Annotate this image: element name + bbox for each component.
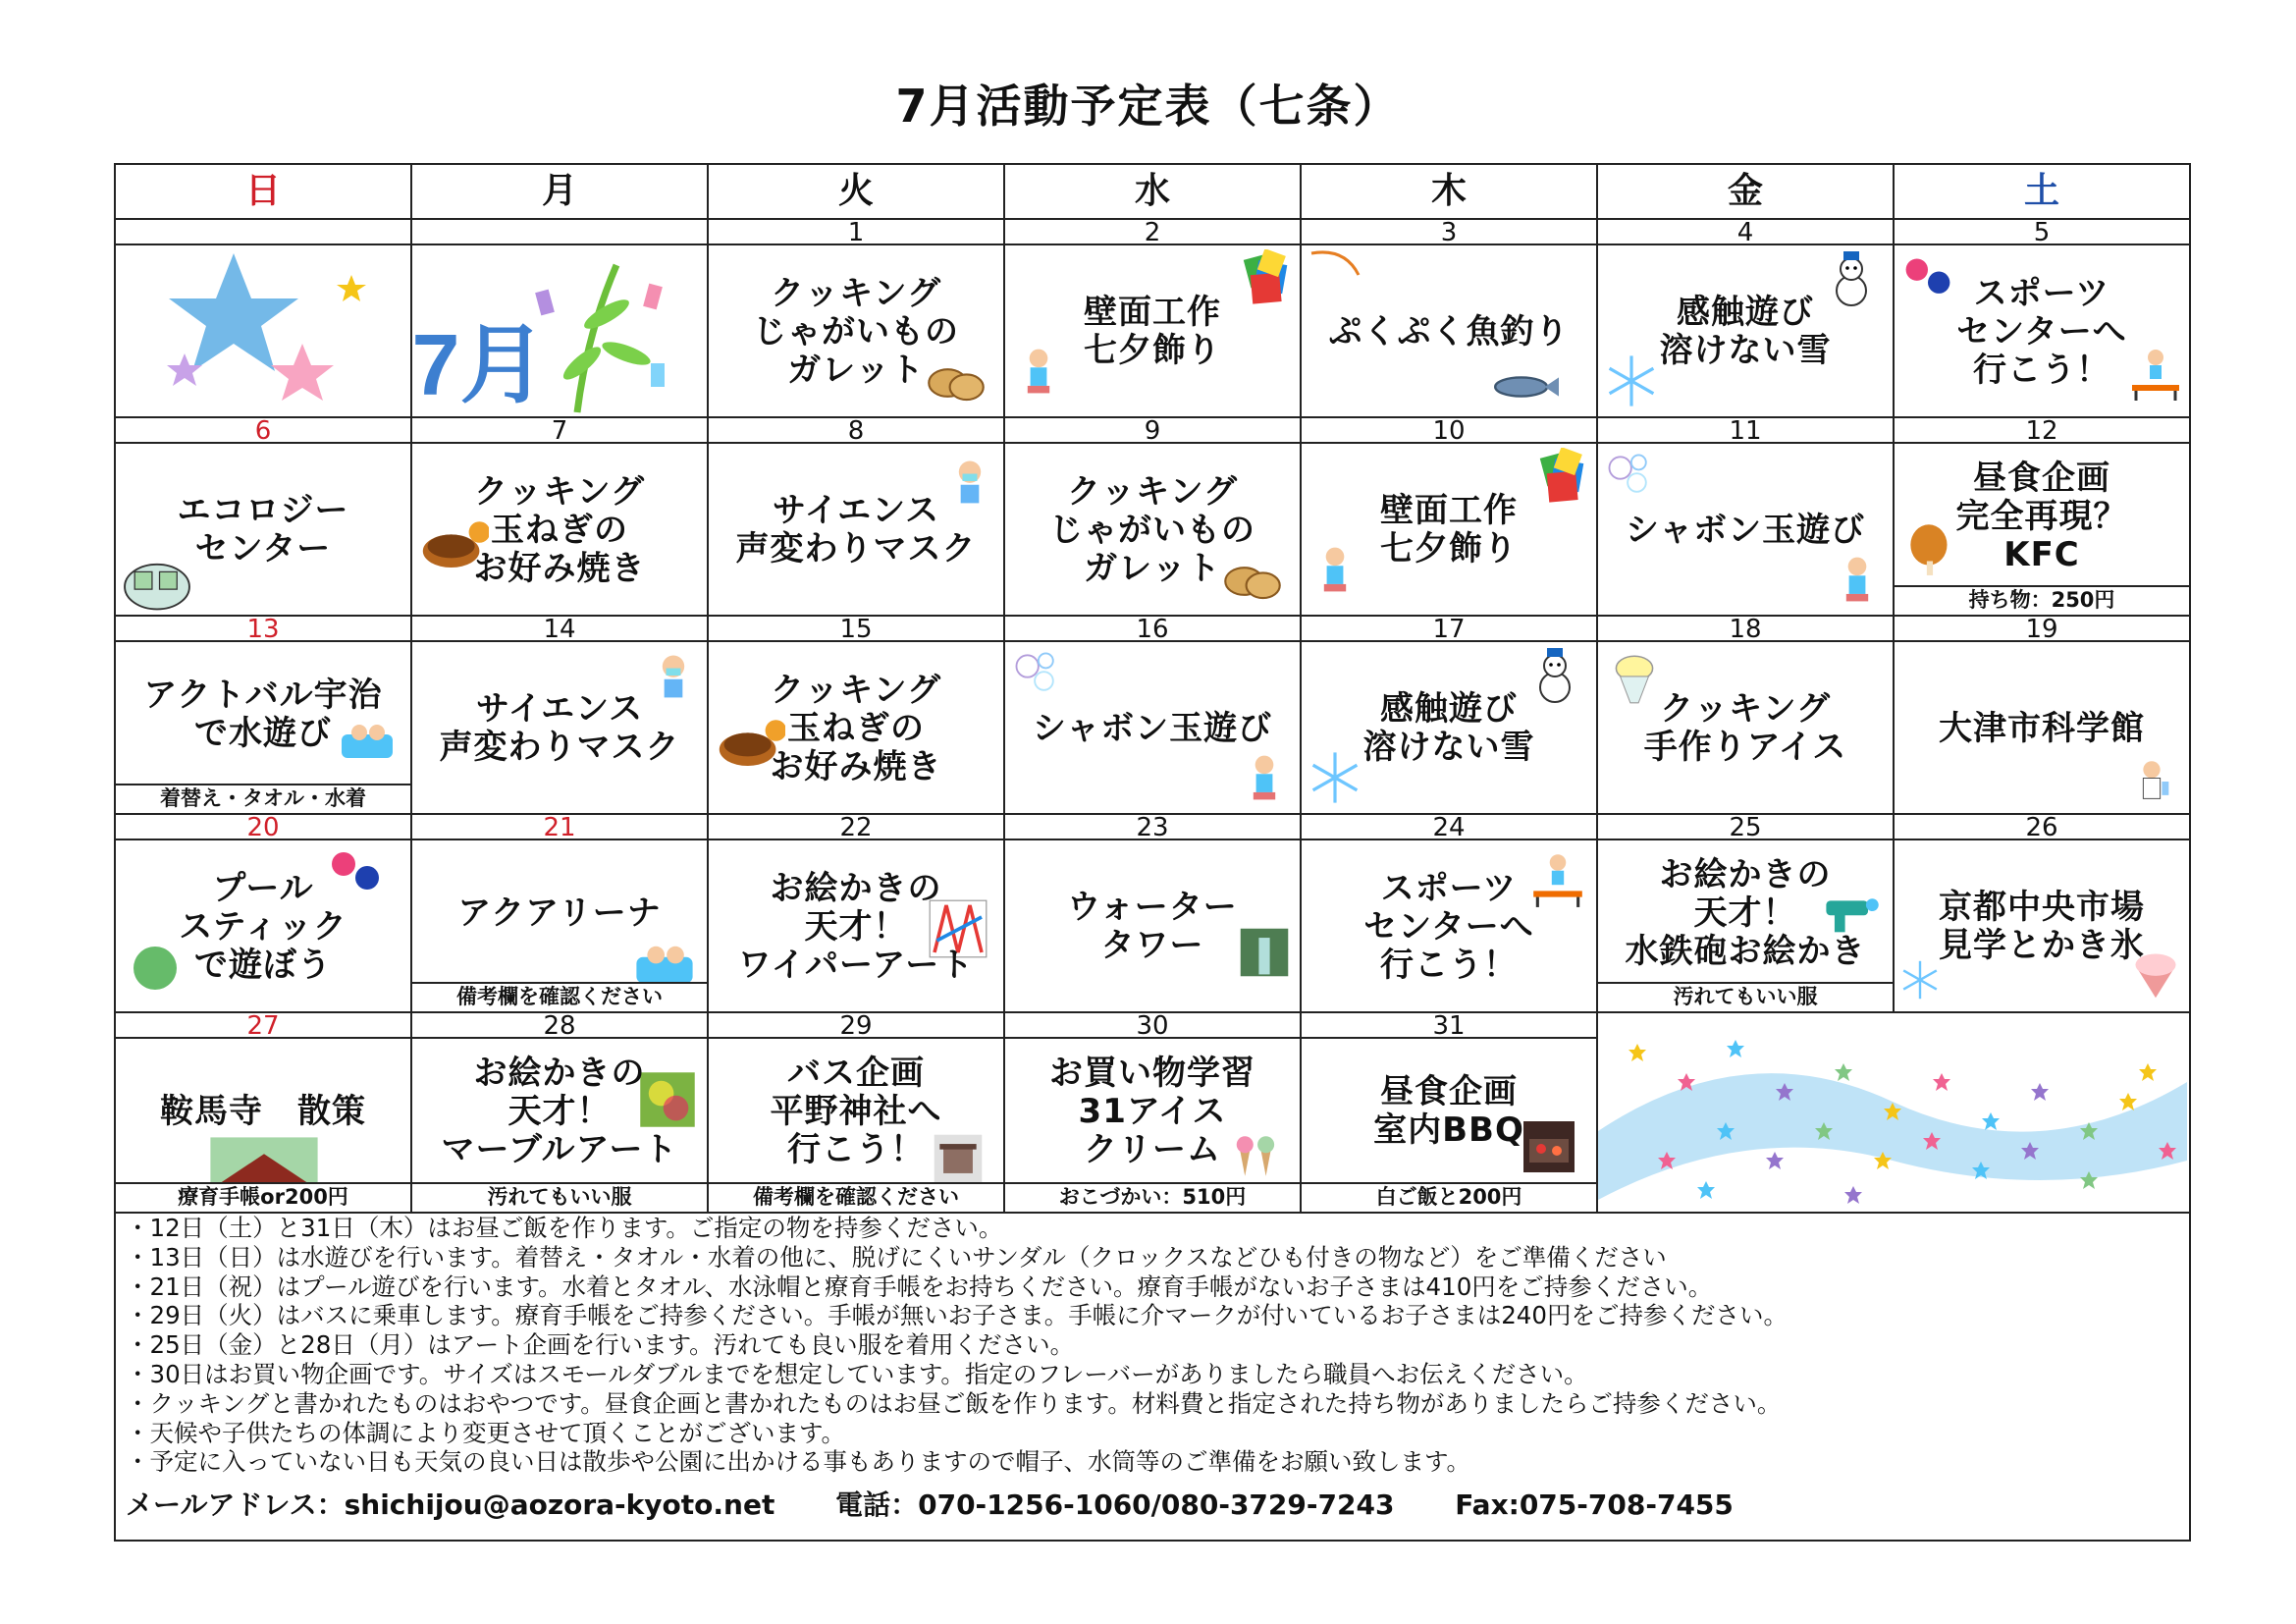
activity-line: ガレット bbox=[787, 351, 925, 390]
activity-line: お絵かきの bbox=[770, 869, 942, 908]
day-number: 12 bbox=[1895, 418, 2189, 444]
calendar-day-cell bbox=[1895, 444, 2189, 617]
calendar-day-cell bbox=[709, 444, 1005, 617]
activity-title bbox=[1005, 1055, 1300, 1169]
activity-line: プール bbox=[212, 869, 314, 908]
day-number: 15 bbox=[709, 617, 1005, 642]
activity-line: クッキング bbox=[474, 472, 645, 512]
activity-line: 天才！ bbox=[1693, 893, 1797, 933]
weekday-header: 土 bbox=[1895, 165, 2189, 220]
activity-title bbox=[1302, 313, 1596, 352]
activity-line: お絵かきの bbox=[1659, 855, 1832, 894]
day-number: 23 bbox=[1005, 815, 1302, 840]
activity-line: 壁面工作 bbox=[1084, 293, 1221, 332]
activity-line: 天才！ bbox=[507, 1092, 612, 1131]
calendar-day-cell bbox=[1005, 245, 1302, 418]
note-line: ・29日（火）はバスに乗車します。療育手帳をご持参ください。手帳が無いお子さま。手帳に介マークが付いているお子さまは240円をご持参ください。 bbox=[126, 1301, 1788, 1330]
calendar-day-cell bbox=[1302, 245, 1598, 418]
note-line: ・天候や子供たちの体調により変更させて頂くことがございます。 bbox=[126, 1418, 846, 1447]
activity-line: で水遊び bbox=[194, 714, 332, 753]
note-line: ・クッキングと書かれたものはおやつです。昼食企画と書かれたものはお昼ご飯を作ります。材料費と指定された持ち物がありましたらご持参ください。 bbox=[126, 1388, 1782, 1418]
calendar-grid bbox=[114, 163, 2191, 1214]
activity-line: KFC bbox=[2003, 535, 2080, 574]
weekday-header: 日 bbox=[116, 165, 412, 220]
calendar-day-cell bbox=[1005, 840, 1302, 1013]
bubble-kid-icon bbox=[1830, 552, 1885, 611]
activity-line: 感触遊び bbox=[1677, 293, 1814, 332]
activity-line: スティック bbox=[179, 907, 347, 947]
activity-line: 昼食企画 bbox=[1973, 459, 2110, 498]
day-number bbox=[412, 220, 709, 245]
day-number: 7 bbox=[412, 418, 709, 444]
day-number: 9 bbox=[1005, 418, 1302, 444]
day-number: 3 bbox=[1302, 220, 1598, 245]
calendar-day-cell bbox=[1302, 444, 1598, 617]
day-number: 26 bbox=[1895, 815, 2189, 840]
activity-line: 溶けない雪 bbox=[1362, 728, 1535, 767]
day-number: 18 bbox=[1598, 617, 1895, 642]
activity-line: アクアリーナ bbox=[457, 893, 662, 933]
item-note: 汚れてもいい服 bbox=[1598, 982, 1893, 1011]
activity-line: 壁面工作 bbox=[1380, 491, 1518, 530]
activity-line: サイエンス bbox=[475, 689, 644, 729]
activity-title bbox=[412, 894, 707, 933]
activity-line: ワイパーアート bbox=[737, 946, 975, 985]
calendar-day-cell bbox=[1598, 245, 1895, 418]
activity-line: アクトバル宇治 bbox=[143, 676, 383, 715]
day-number: 24 bbox=[1302, 815, 1598, 840]
day-number bbox=[116, 220, 412, 245]
contact-phone: 電話：070-1256-1060/080-3729-7243 bbox=[835, 1489, 1395, 1522]
activity-title bbox=[709, 870, 1003, 985]
activity-line: クッキング bbox=[1660, 689, 1831, 729]
activity-line: バス企画 bbox=[787, 1054, 925, 1093]
calendar-day-cell bbox=[412, 444, 709, 617]
calendar-day-cell bbox=[1895, 245, 2189, 418]
activity-title bbox=[1302, 870, 1596, 985]
activity-line: スポーツ bbox=[1380, 869, 1518, 908]
item-note: 汚れてもいい服 bbox=[412, 1182, 707, 1212]
notes-section bbox=[114, 1214, 2191, 1542]
page-title: 7月活動予定表（七条） bbox=[895, 80, 1401, 133]
activity-line: 天才！ bbox=[804, 907, 908, 947]
july-banner-art bbox=[116, 245, 705, 418]
contact-email: メールアドレス：shichijou@aozora-kyoto.net bbox=[126, 1489, 775, 1522]
calendar-day-cell bbox=[709, 642, 1005, 815]
calendar-day-cell bbox=[1005, 1039, 1302, 1212]
activity-line: で遊ぼう bbox=[194, 946, 332, 985]
calendar-day-cell bbox=[1598, 642, 1895, 815]
activity-line: 平野神社へ bbox=[770, 1092, 942, 1131]
day-number: 21 bbox=[412, 815, 709, 840]
july-label: 7月 bbox=[411, 316, 547, 413]
calendar-day-cell bbox=[709, 840, 1005, 1013]
activity-line: 行こう！ bbox=[787, 1130, 925, 1169]
weekday-header: 木 bbox=[1302, 165, 1598, 220]
calendar-day-cell bbox=[709, 245, 1005, 418]
fishing-rod-icon bbox=[1306, 245, 1364, 308]
activity-line: 感触遊び bbox=[1380, 689, 1518, 729]
activity-title bbox=[709, 492, 1003, 568]
bubbles-icon bbox=[1009, 646, 1064, 705]
activity-title bbox=[412, 473, 707, 588]
bubble-kid-icon bbox=[1237, 750, 1292, 809]
contact-info bbox=[126, 1490, 2189, 1520]
activity-title bbox=[116, 1093, 410, 1131]
activity-line: 手作りアイス bbox=[1643, 728, 1847, 767]
weekday-header: 金 bbox=[1598, 165, 1895, 220]
day-number: 29 bbox=[709, 1013, 1005, 1039]
calendar-day-cell bbox=[1005, 642, 1302, 815]
pink-star-icon bbox=[271, 344, 334, 401]
activity-line: 玉ねぎの bbox=[787, 709, 925, 748]
calendar-day-cell bbox=[412, 1039, 709, 1212]
activity-line: お好み焼き bbox=[770, 747, 942, 786]
calendar-day-cell bbox=[1895, 642, 2189, 815]
fish-icon bbox=[1488, 352, 1559, 418]
activity-title bbox=[1302, 492, 1596, 568]
activity-line: ウォーター bbox=[1067, 888, 1238, 927]
activity-line: 昼食企画 bbox=[1380, 1072, 1518, 1111]
activity-title bbox=[1005, 294, 1300, 370]
activity-line: クッキング bbox=[771, 671, 941, 710]
activity-line: ガレット bbox=[1084, 549, 1221, 588]
day-number: 10 bbox=[1302, 418, 1598, 444]
activity-line: 完全再現？ bbox=[1955, 497, 2128, 536]
activity-line: じゃがいもの bbox=[753, 312, 959, 352]
activity-line: クリーム bbox=[1084, 1130, 1221, 1169]
activity-title bbox=[1895, 275, 2189, 390]
day-number: 5 bbox=[1895, 220, 2189, 245]
activity-line: クッキング bbox=[1067, 472, 1238, 512]
activity-line: 行こう！ bbox=[1973, 351, 2110, 390]
activity-title bbox=[116, 492, 410, 568]
day-number: 20 bbox=[116, 815, 412, 840]
activity-title bbox=[1005, 889, 1300, 965]
bamboo-icon bbox=[577, 265, 616, 412]
activity-line: サイエンス bbox=[772, 491, 940, 530]
activity-line: センター bbox=[194, 529, 332, 568]
yellow-star-icon bbox=[337, 275, 366, 301]
activity-line: 声変わりマスク bbox=[735, 529, 977, 568]
activity-line: 京都中央市場 bbox=[1939, 888, 2145, 927]
activity-title bbox=[709, 1055, 1003, 1169]
item-note: 白ご飯と200円 bbox=[1302, 1182, 1596, 1212]
activity-title bbox=[1598, 690, 1893, 767]
contact-fax: Fax:075-708-7455 bbox=[1455, 1489, 1734, 1522]
activity-line: お好み焼き bbox=[473, 549, 646, 588]
activity-title bbox=[1005, 473, 1300, 588]
item-note: 療育手帳or200円 bbox=[116, 1182, 410, 1212]
activity-line: センターへ bbox=[1363, 907, 1534, 947]
activity-title bbox=[1598, 294, 1893, 370]
activity-line: タワー bbox=[1100, 926, 1204, 965]
activity-title bbox=[1005, 710, 1300, 748]
activity-line: 七夕飾り bbox=[1084, 331, 1221, 370]
weekday-header: 月 bbox=[412, 165, 709, 220]
calendar-day-cell bbox=[1302, 840, 1598, 1013]
big-star-icon bbox=[169, 253, 298, 371]
activity-title bbox=[116, 870, 410, 985]
weekday-header: 火 bbox=[709, 165, 1005, 220]
milky-way-icon bbox=[1598, 1013, 2187, 1210]
activity-title bbox=[1302, 1073, 1596, 1150]
activity-line: シャボン玉遊び bbox=[1032, 709, 1273, 748]
day-number: 13 bbox=[116, 617, 412, 642]
day-number: 17 bbox=[1302, 617, 1598, 642]
note-line: ・予定に入っていない日も天気の良い日は散歩や公園に出かける事もありますので帽子、水筒等のご準備をお願い致します。 bbox=[126, 1447, 1471, 1477]
item-note: 備考欄を確認ください bbox=[412, 982, 707, 1011]
activity-line: お買い物学習 bbox=[1049, 1054, 1255, 1093]
activity-line: お絵かきの bbox=[473, 1054, 646, 1093]
item-note: 備考欄を確認ください bbox=[709, 1182, 1003, 1212]
activity-line: 鞍馬寺 散策 bbox=[160, 1092, 366, 1131]
activity-line: 31アイス bbox=[1078, 1092, 1227, 1131]
note-line: ・21日（祝）はプール遊びを行います。水着とタオル、水泳帽と療育手帳をお持ちください。療育手帳がないお子さまは410円をご持参ください。 bbox=[126, 1272, 1713, 1301]
day-number: 28 bbox=[412, 1013, 709, 1039]
day-number: 19 bbox=[1895, 617, 2189, 642]
day-number: 1 bbox=[709, 220, 1005, 245]
item-note: 着替え・タオル・水着 bbox=[116, 784, 410, 813]
activity-title bbox=[709, 275, 1003, 390]
activity-line: 玉ねぎの bbox=[491, 511, 628, 550]
calendar-day-cell bbox=[116, 1039, 412, 1212]
activity-title bbox=[1895, 889, 2189, 965]
activity-line: 七夕飾り bbox=[1380, 529, 1518, 568]
day-number: 22 bbox=[709, 815, 1005, 840]
item-note: 持ち物：250円 bbox=[1895, 585, 2189, 615]
calendar-day-cell bbox=[1895, 840, 2189, 1013]
activity-line: 水鉄砲お絵かき bbox=[1625, 932, 1866, 971]
calendar-day-cell bbox=[709, 1039, 1005, 1212]
activity-title bbox=[412, 690, 707, 767]
calendar-day-cell bbox=[412, 840, 709, 1013]
calendar-day-cell bbox=[1302, 642, 1598, 815]
activity-line: 室内BBQ bbox=[1373, 1110, 1524, 1150]
calendar-day-cell bbox=[1598, 444, 1895, 617]
star-river-decoration bbox=[1598, 1013, 2189, 1212]
day-number: 2 bbox=[1005, 220, 1302, 245]
day-number: 6 bbox=[116, 418, 412, 444]
day-number: 14 bbox=[412, 617, 709, 642]
day-number: 30 bbox=[1005, 1013, 1302, 1039]
note-line: ・13日（日）は水遊びを行います。着替え・タオル・水着の他に、脱げにくいサンダル（クロックスなどひも付きの物など）をご準備ください bbox=[126, 1242, 1667, 1272]
activity-title bbox=[1895, 460, 2189, 574]
notes-list bbox=[126, 1214, 2189, 1477]
activity-line: 声変わりマスク bbox=[439, 728, 680, 767]
day-number: 8 bbox=[709, 418, 1005, 444]
activity-line: 行こう！ bbox=[1380, 946, 1518, 985]
activity-line: クッキング bbox=[771, 274, 941, 313]
calendar-day-cell bbox=[1005, 444, 1302, 617]
note-line: ・12日（土）と31日（木）はお昼ご飯を作ります。ご指定の物を持参ください。 bbox=[126, 1214, 1003, 1242]
activity-line: センターへ bbox=[1956, 312, 2127, 352]
activity-title bbox=[1302, 690, 1596, 767]
bubbles-icon bbox=[1602, 448, 1657, 507]
note-line: ・30日はお買い物企画です。サイズはスモールダブルまでを想定しています。指定のフレーバーがありましたら職員へお伝えください。 bbox=[126, 1359, 1588, 1388]
activity-line: スポーツ bbox=[1973, 274, 2110, 313]
activity-title bbox=[709, 672, 1003, 786]
item-note: おこづかい：510円 bbox=[1005, 1182, 1300, 1212]
calendar-day-cell bbox=[116, 444, 412, 617]
activity-line: 大津市科学館 bbox=[1939, 709, 2145, 748]
calendar-day-cell bbox=[412, 642, 709, 815]
day-number: 4 bbox=[1598, 220, 1895, 245]
calendar-day-cell bbox=[1598, 840, 1895, 1013]
activity-line: エコロジー bbox=[177, 491, 349, 530]
activity-line: 見学とかき氷 bbox=[1939, 926, 2145, 965]
day-number: 11 bbox=[1598, 418, 1895, 444]
activity-line: シャボン玉遊び bbox=[1625, 511, 1866, 550]
day-number: 16 bbox=[1005, 617, 1302, 642]
activity-title bbox=[116, 677, 410, 753]
day-number: 27 bbox=[116, 1013, 412, 1039]
activity-line: 溶けない雪 bbox=[1659, 331, 1832, 370]
activity-line: じゃがいもの bbox=[1049, 511, 1255, 550]
day-number: 31 bbox=[1302, 1013, 1598, 1039]
weekday-header: 水 bbox=[1005, 165, 1302, 220]
july-banner bbox=[116, 245, 709, 418]
activity-line: マーブルアート bbox=[441, 1130, 678, 1169]
calendar-day-cell bbox=[1302, 1039, 1598, 1212]
calendar-day-cell bbox=[116, 840, 412, 1013]
scientist-icon bbox=[2126, 756, 2177, 811]
note-line: ・25日（金）と28日（月）はアート企画を行います。汚れても良い服を着用ください。 bbox=[126, 1330, 1075, 1360]
activity-title bbox=[412, 1055, 707, 1169]
activity-title bbox=[1598, 512, 1893, 550]
day-number: 25 bbox=[1598, 815, 1895, 840]
activity-title bbox=[1895, 710, 2189, 748]
activity-title bbox=[1598, 856, 1893, 971]
calendar-day-cell bbox=[116, 642, 412, 815]
activity-line: ぷくぷく魚釣り bbox=[1328, 312, 1570, 352]
